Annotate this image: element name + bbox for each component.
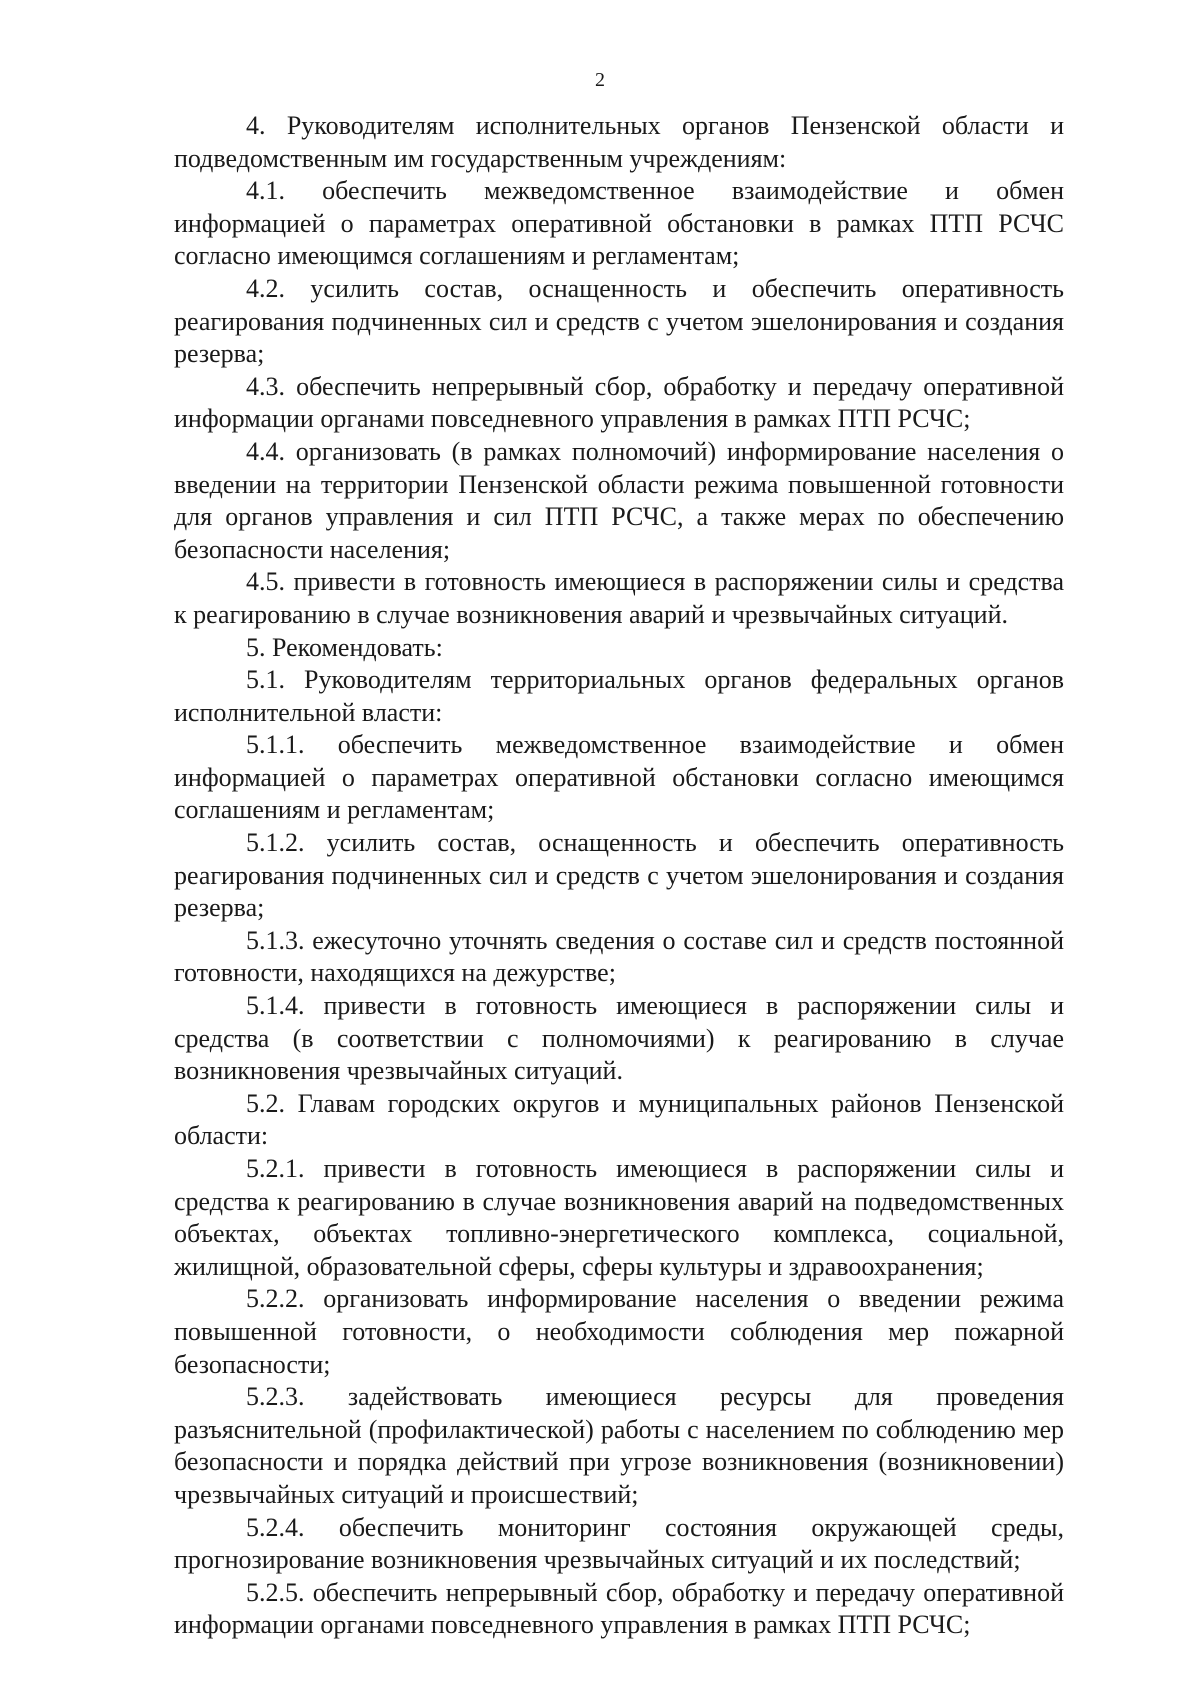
paragraph-4: 4. Руководителям исполнительных органов Пензенской области и подведомственным им государственным учреждениям: [174,111,1064,173]
paragraph-5-2-3: 5.2.3. задействовать имеющиеся ресурсы для проведения разъяснительной (профилактической) работы с населением по соблюдению мер безопасности и порядка действий при угрозе возникновения (возникновении) чрезвычайных ситуаций и происшествий; [174,1382,1064,1509]
paragraph-5-2-5: 5.2.5. обеспечить непрерывный сбор, обработку и передачу оперативной информации органами повседневного управления в рамках ПТП РСЧС; [174,1577,1064,1640]
paragraph-4-4: 4.4. организовать (в рамках полномочий) информирование населения о введении на территории Пензенской области режима повышенной готовности для органов управления и сил ПТП РСЧС, а также мерах по обеспечению безопасности населения; [174,436,1064,564]
paragraph-5-1: 5.1. Руководителям территориальных органов федеральных органов исполнительной власти: [174,665,1064,727]
paragraph-5-1-4: 5.1.4. привести в готовность имеющиеся в распоряжении силы и средства (в соответствии с полномочиями) к реагированию в случае возникновения чрезвычайных ситуаций. [174,991,1064,1086]
paragraph-4-1: 4.1. обеспечить межведомственное взаимодействие и обмен информацией о параметрах оперативной обстановки в рамках ПТП РСЧС согласно имеющимся соглашениям и регламентам; [174,176,1064,271]
paragraph-5-1-3: 5.1.3. ежесуточно уточнять сведения о составе сил и средств постоянной готовности, находящихся на дежурстве; [174,925,1064,988]
page-number: 2 [595,69,605,91]
paragraph-5-2: 5.2. Главам городских округов и муниципальных районов Пензенской области: [174,1088,1064,1151]
paragraph-5-2-2: 5.2.2. организовать информирование населения о введении режима повышенной готовности, о необходимости соблюдения мер пожарной безопасности; [174,1284,1064,1379]
paragraph-4-2: 4.2. усилить состав, оснащенность и обеспечить оперативность реагирования подчиненных сил и средств с учетом эшелонирования и создания резерва; [174,273,1064,369]
paragraph-5-1-2: 5.1.2. усилить состав, оснащенность и обеспечить оперативность реагирования подчиненных сил и средств с учетом эшелонирования и создания резерва; [174,828,1064,923]
paragraph-5: 5. Рекомендовать: [246,632,443,662]
paragraph-5-2-1: 5.2.1. привести в готовность имеющиеся в распоряжении силы и средства к реагированию в случае возникновения аварий на подведомственных объектах, объектах топливно-энергетического комплекса, социальной, жилищной, образовательной сферы, сферы культуры и здравоохранения; [174,1154,1064,1281]
document-body [174,110,1064,1642]
paragraph-4-3: 4.3. обеспечить непрерывный сбор, обработку и передачу оперативной информации органами повседневного управления в рамках ПТП РСЧС; [174,371,1064,434]
paragraph-5-2-4: 5.2.4. обеспечить мониторинг состояния окружающей среды, прогнозирование возникновения чрезвычайных ситуаций и их последствий; [174,1512,1064,1575]
paragraph-4-5: 4.5. привести в готовность имеющиеся в распоряжении силы и средства к реагированию в случае возникновения аварий и чрезвычайных ситуаций. [174,567,1064,629]
paragraph-5-1-1: 5.1.1. обеспечить межведомственное взаимодействие и обмен информацией о параметрах оперативной обстановки согласно имеющимся соглашениям и регламентам; [174,730,1064,825]
